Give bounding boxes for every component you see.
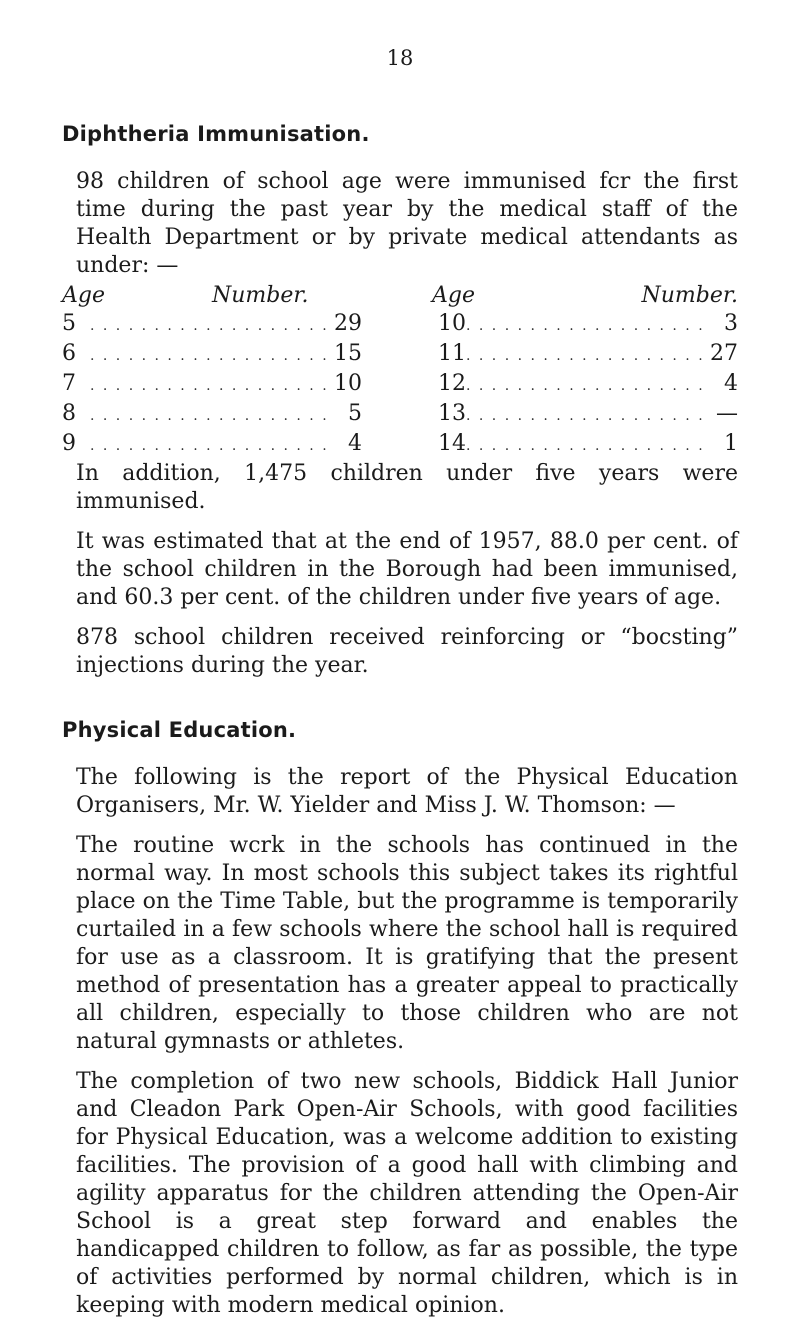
col-number-left: Number. [212, 283, 309, 308]
number-cell: 4 [348, 431, 362, 456]
number-cell: 10 [334, 371, 362, 396]
number-cell: 5 [348, 401, 362, 426]
physical-education-heading: Physical Education. [62, 718, 297, 742]
age-cell: 7 [62, 371, 76, 396]
dot-leader [90, 342, 326, 370]
dot-leader [466, 402, 702, 430]
dot-leader [466, 342, 702, 370]
routine-work-paragraph: The routine wcrk in the schools has continued in the normal way. In most schools this subject takes its rightful place on the Time Table, but the programme is temporarily curtailed in a few schools where the school hall is required for use as a classroom. It is gratifying that the present method of presentation has a greater appeal to practically all children, especially to those children who are not natural gymnasts or athletes. [76, 833, 738, 1054]
number-cell: — [716, 401, 738, 426]
number-cell: 27 [710, 341, 738, 366]
dot-leader [90, 402, 326, 430]
dot-leader [90, 372, 326, 400]
number-cell: 15 [334, 341, 362, 366]
number-cell: 4 [724, 371, 738, 396]
table-header [62, 282, 738, 310]
page-content [62, 122, 738, 1320]
immunisation-table [62, 282, 738, 460]
age-cell: 12 [438, 371, 466, 396]
boosting-paragraph: 878 school children received reinforcing or “bocsting” injections during the year. [76, 625, 738, 678]
report-intro-paragraph: The following is the report of the Physical Education Organisers, Mr. W. Yielder and Miss J. W. Thomson: — [76, 765, 738, 818]
age-cell: 13 [438, 401, 466, 426]
age-cell: 5 [62, 311, 76, 336]
number-cell: 29 [334, 311, 362, 336]
age-cell: 9 [62, 431, 76, 456]
col-age-right: Age [432, 283, 475, 308]
table-row [62, 310, 738, 340]
col-number-right: Number. [641, 283, 738, 308]
dot-leader [90, 312, 326, 340]
age-cell: 6 [62, 341, 76, 366]
age-cell: 14 [438, 431, 466, 456]
estimate-paragraph: It was estimated that at the end of 1957, 88.0 per cent. of the school children in the Borough had been immunised, and 60.3 per cent. of the children under five years of age. [76, 529, 738, 610]
number-cell: 1 [724, 431, 738, 456]
dot-leader [466, 432, 702, 460]
dot-leader [466, 312, 702, 340]
page-number: 18 [386, 46, 414, 70]
age-cell: 8 [62, 401, 76, 426]
dot-leader [90, 432, 326, 460]
table-row [62, 430, 738, 460]
diphtheria-heading: Diphtheria Immunisation. [62, 122, 370, 146]
addition-paragraph: In addition, 1,475 children under five years were immunised. [76, 461, 738, 514]
table-row [62, 370, 738, 400]
diphtheria-intro: 98 children of school age were immunised fcr the first time during the past year by the medical staff of the Health Department or by private medical attendants as under: — [76, 169, 738, 278]
dot-leader [466, 372, 702, 400]
number-cell: 3 [724, 311, 738, 336]
col-age-left: Age [62, 283, 105, 308]
age-cell: 11 [438, 341, 466, 366]
new-schools-paragraph: The completion of two new schools, Biddick Hall Junior and Cleadon Park Open-Air Schools, with good facilities for Physical Education, was a welcome addition to existing facilities. The provision of a good hall with climbing and agility apparatus for the children attending the Open-Air School is a great step forward and enables the handicapped children to follow, as far as possible, the type of activities performed by normal children, which is in keeping with modern medical opinion. [76, 1069, 738, 1318]
table-row [62, 400, 738, 430]
age-cell: 10 [438, 311, 466, 336]
table-row [62, 340, 738, 370]
